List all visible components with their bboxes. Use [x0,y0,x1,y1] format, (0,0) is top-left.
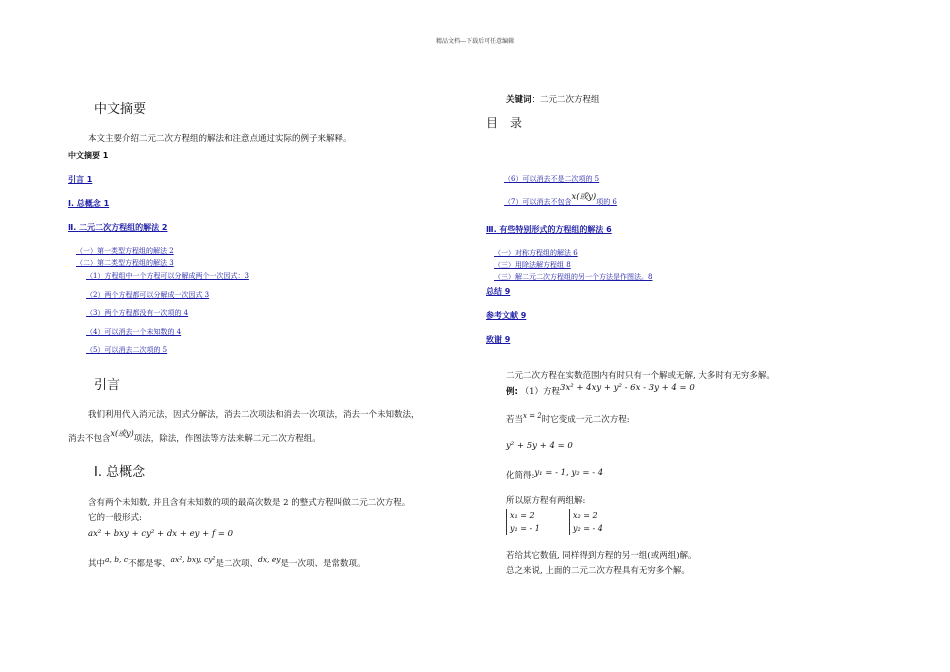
solution-2-x: x₂ = 2 [573,511,598,520]
toc-link-concept[interactable]: Ⅰ. 总概念 1 [68,199,110,208]
solution-2-y: y₂ = - 4 [573,524,603,533]
where-lin: dx, ey [258,555,281,564]
simplify-line [506,470,603,482]
toc-link-sub4[interactable]: （4）可以消去一个未知数的 4 [86,328,182,336]
toc-sub7-b: 项的 6 [596,198,617,206]
toc-link-sub1[interactable]: （1）方程组中一个方程可以分解成两个一次因式：3 [86,272,249,280]
right-last-paragraph-1: 若给其它数值, 同样得到方程的另一组(或两组)解。 [506,551,697,561]
intro-p2-math: x(或y) [110,429,134,438]
if-line [506,414,630,426]
abstract-body: 本文主要介绍二元二次方程组的解法和注意点通过实际的例子来解释。 [88,134,352,144]
concept-where [88,555,366,570]
toc-link-sub5[interactable]: （5）可以消去二次项的 5 [86,346,168,354]
intro-p2-a: 消去不包含 [68,434,111,444]
toc-link-intro[interactable]: 引言 1 [68,175,93,184]
toc-link-methods[interactable]: Ⅱ. 二元二次方程组的解法 2 [68,223,168,232]
toc-link-type1[interactable]: （一）第一类型方程组的解法 2 [76,247,174,255]
solution-set-1 [506,509,540,535]
solution-1-y: y₁ = - 1 [510,524,540,533]
toc-link-special-forms[interactable]: Ⅲ. 有些特别形式的方程组的解法 6 [486,225,612,234]
intro-paragraph-1: 我们利用代入消元法，因式分解法，消去二次项法和消去一次项法，消去一个未知数法， [88,410,420,420]
solution-set-2 [569,509,603,535]
so-text: 所以原方程有两组解: [506,496,586,506]
toc-link-division[interactable]: （三）用除法解方程组 8 [494,261,571,269]
intro-p2-b: 项法，除法，作图法等方法来解二元二次方程组。 [133,434,321,444]
toc-link-symmetric[interactable]: （一）对称方程组的解法 6 [494,249,578,257]
where-quad: ax², bxy, cy² [170,555,216,564]
toc-abstract: 中文摘要 1 [68,151,109,160]
where-d: 是一次项、是常数项。 [280,559,366,569]
keywords-value: ：二元二次方程组 [531,95,600,105]
example-label: 例: [506,387,518,397]
right-paragraph-1: 二元二次方程在实数范围内有时只有一个解或无解, 大多时有无穷多解。 [506,371,775,381]
concept-paragraph-1: 含有两个未知数, 并且含有未知数的项的最高次数是 2 的整式方程叫做二元二次方程。 [88,498,411,508]
simplify-values: y₁ = - 1, y₂ = - 4 [534,468,604,478]
toc-sub7-a: （7）可以消去不包含 [504,198,572,206]
general-form-equation: ax² + bxy + cy² + dx + ey + f = 0 [88,529,234,539]
toc-link-sub7[interactable] [504,192,617,207]
toc-link-sub2[interactable]: （2）两个方程都可以分解成一次因式 3 [86,291,210,299]
if-math: x = 2 [523,412,542,420]
toc-sub7-math: x(或y) [571,192,597,202]
solution-1-x: x₁ = 2 [510,511,535,520]
keywords-label: 关键词 [506,95,532,105]
intro-title: 引言 [94,378,121,393]
keywords [506,93,600,105]
right-last-paragraph-2: 总之来说, 上面的二元二次方程具有无穷多个解。 [506,566,690,576]
abstract-title: 中文摘要 [94,102,147,117]
simplify-label: 化简得: [506,471,535,481]
toc-link-sub6[interactable]: （6）可以消去不是二次项的 5 [504,175,600,183]
concept-paragraph-2: 它的一般形式: [88,513,142,523]
toc-link-references[interactable]: 参考文献 9 [486,311,527,320]
toc-link-summary[interactable]: 总结 9 [486,287,511,296]
toc-link-acknowledgements[interactable]: 致谢 9 [486,335,511,344]
page-header: 精品文档---下载后可任意编辑 [436,38,515,45]
toc-link-type2[interactable]: （二）第二类型方程组的解法 3 [76,259,174,267]
contents-title: 目 录 [486,116,523,130]
if-a: 若当 [506,415,524,425]
if-b: 时它变成一元二次方程: [541,415,630,425]
equation-2: y² + 5y + 4 = 0 [506,441,573,451]
toc-link-sub3[interactable]: （3）两个方程都没有一次项的 4 [86,309,189,317]
where-c: 是二次项、 [215,559,259,569]
where-abc: a, b, c [105,555,129,564]
example-num: （1）方程 [520,387,561,397]
example-line [506,383,695,398]
example-equation: 3x² + 4xy + y² - 6x - 3y + 4 = 0 [560,383,695,393]
where-a: 其中 [88,559,106,569]
toc-link-graphing[interactable]: （三）解二元二次方程组的另一个方法是作图法。8 [494,273,653,281]
where-b: 不都是零、 [128,559,171,569]
intro-paragraph-2 [68,429,321,445]
concept-title: Ⅰ. 总概念 [94,465,146,480]
